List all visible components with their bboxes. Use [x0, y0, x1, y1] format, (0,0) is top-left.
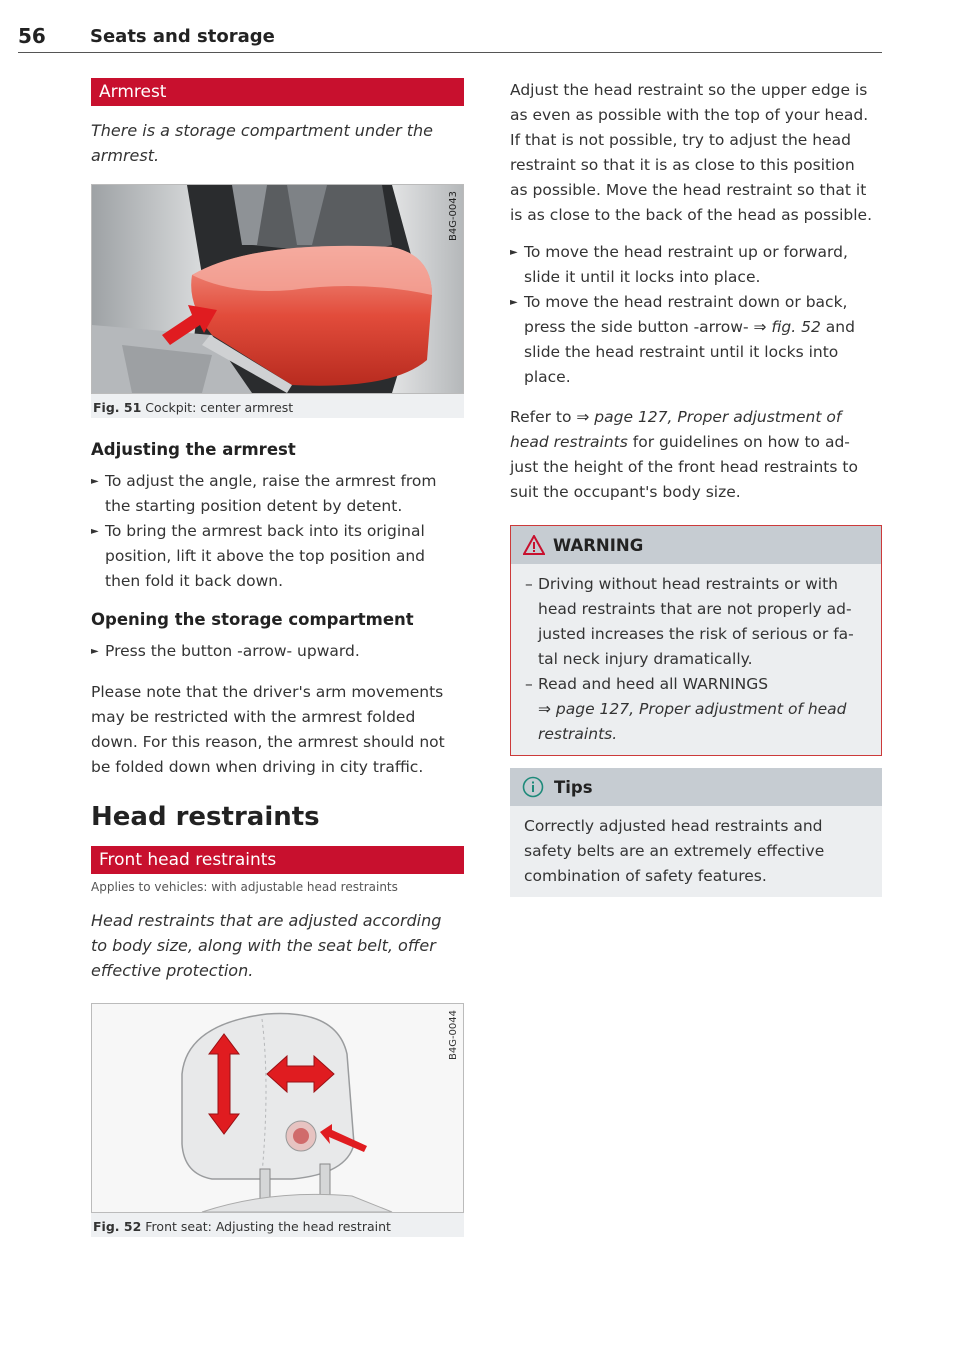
tips-header	[510, 768, 882, 806]
head-restraint-drawing	[91, 1003, 464, 1213]
front-head-restraints-heading: Front head restraints	[91, 846, 464, 874]
head-restraints-intro: Head restraints that are adjusted according to body size, along with the seat belt, offer effective protection.	[91, 911, 442, 980]
page-127-link-cont[interactable]: head restraints	[510, 433, 628, 451]
figure-caption-text: Cockpit: center armrest	[145, 400, 294, 415]
list-item: – Driving without head restraints or with head restraints that are not properly ad- justed increases the risk of serious or fa- tal neck injury dramatically.	[525, 575, 854, 668]
list-item: ► To bring the armrest back into its original position, lift it above the top position and then fold it back down.	[91, 519, 464, 594]
figure-label: Fig. 51	[93, 400, 142, 415]
list-item: ► To adjust the angle, raise the armrest from the starting position detent by detent.	[91, 469, 464, 519]
armrest-illustration	[92, 185, 463, 393]
list-item: ► To move the head restraint up or forward, slide it until it locks into place.	[510, 240, 882, 290]
figure-label: Fig. 52	[93, 1219, 142, 1234]
tips-box	[510, 768, 882, 897]
armrest-intro: There is a storage compartment under the armrest.	[91, 121, 434, 165]
figure-caption	[91, 1213, 464, 1237]
warning-body	[511, 564, 881, 755]
warning-icon	[523, 535, 545, 555]
right-column	[510, 78, 882, 897]
list-item: ► Press the button -arrow- upward.	[91, 639, 464, 664]
figure-52	[91, 1003, 464, 1237]
armrest-heading: Armrest	[91, 78, 464, 106]
bullet-icon: ►	[510, 247, 518, 258]
armrest-photo	[91, 184, 464, 394]
bullet-icon: ►	[91, 476, 99, 487]
adjusting-heading: Adjusting the armrest	[91, 440, 296, 459]
head-restraint-illustration	[92, 1004, 463, 1212]
tips-title: Tips	[554, 777, 593, 797]
list-item: – Read and heed all WARNINGS ⇒ page 127, Proper adjustment of head restraints.	[525, 672, 869, 747]
bullet-icon: ►	[91, 526, 99, 537]
page-number: 56	[18, 24, 46, 48]
bullet-icon: ►	[91, 646, 99, 657]
section-title: Seats and storage	[90, 26, 275, 47]
fig-52-link[interactable]: ⇒ fig. 52	[753, 318, 821, 336]
warning-header	[511, 526, 881, 564]
left-column	[91, 78, 464, 1237]
armrest-note: Please note that the driver's arm movements may be restricted with the armrest folded down. For this reason, the armrest should not be folded down when driving in city traffic.	[91, 683, 445, 776]
list-item: ► To move the head restraint down or back, press the side button -arrow- ⇒ fig. 52 and slide the head restraint until it locks into place.	[510, 290, 882, 390]
figure-code: B4G-0043	[448, 191, 459, 242]
refer-paragraph: Refer to ⇒ page 127, Proper adjustment of head restraints for guidelines on how to ad- just the height of the front head restraints to suit the occupant's body size.	[510, 408, 858, 501]
adjust-paragraph: Adjust the head restraint so the upper edge is as even as possible with the top of your head. If that is not possible, try to adjust the head restraint so that it is as close to this position as possible. Move the head restraint so that it is as close to the back of the head as possible.	[510, 81, 873, 224]
page-127-link[interactable]: ⇒ page 127, Proper adjustment of	[576, 408, 842, 426]
opening-heading: Opening the storage compartment	[91, 610, 414, 629]
figure-caption	[91, 394, 464, 418]
tips-body: Correctly adjusted head restraints and safety belts are an extremely effective combination of safety features.	[524, 817, 825, 885]
bullet-icon: ►	[510, 297, 518, 308]
warning-title: WARNING	[553, 535, 644, 555]
page-127-link-warning[interactable]: ⇒ page 127, Proper adjustment of head	[538, 700, 847, 718]
figure-code: B4G-0044	[448, 1010, 459, 1061]
head-restraints-heading: Head restraints	[91, 802, 320, 832]
page-header	[18, 24, 882, 53]
info-icon	[522, 776, 544, 798]
figure-51	[91, 184, 464, 418]
applies-to: Applies to vehicles: with adjustable head restraints	[91, 880, 398, 894]
warning-box	[510, 525, 882, 756]
figure-caption-text: Front seat: Adjusting the head restraint	[145, 1219, 391, 1234]
